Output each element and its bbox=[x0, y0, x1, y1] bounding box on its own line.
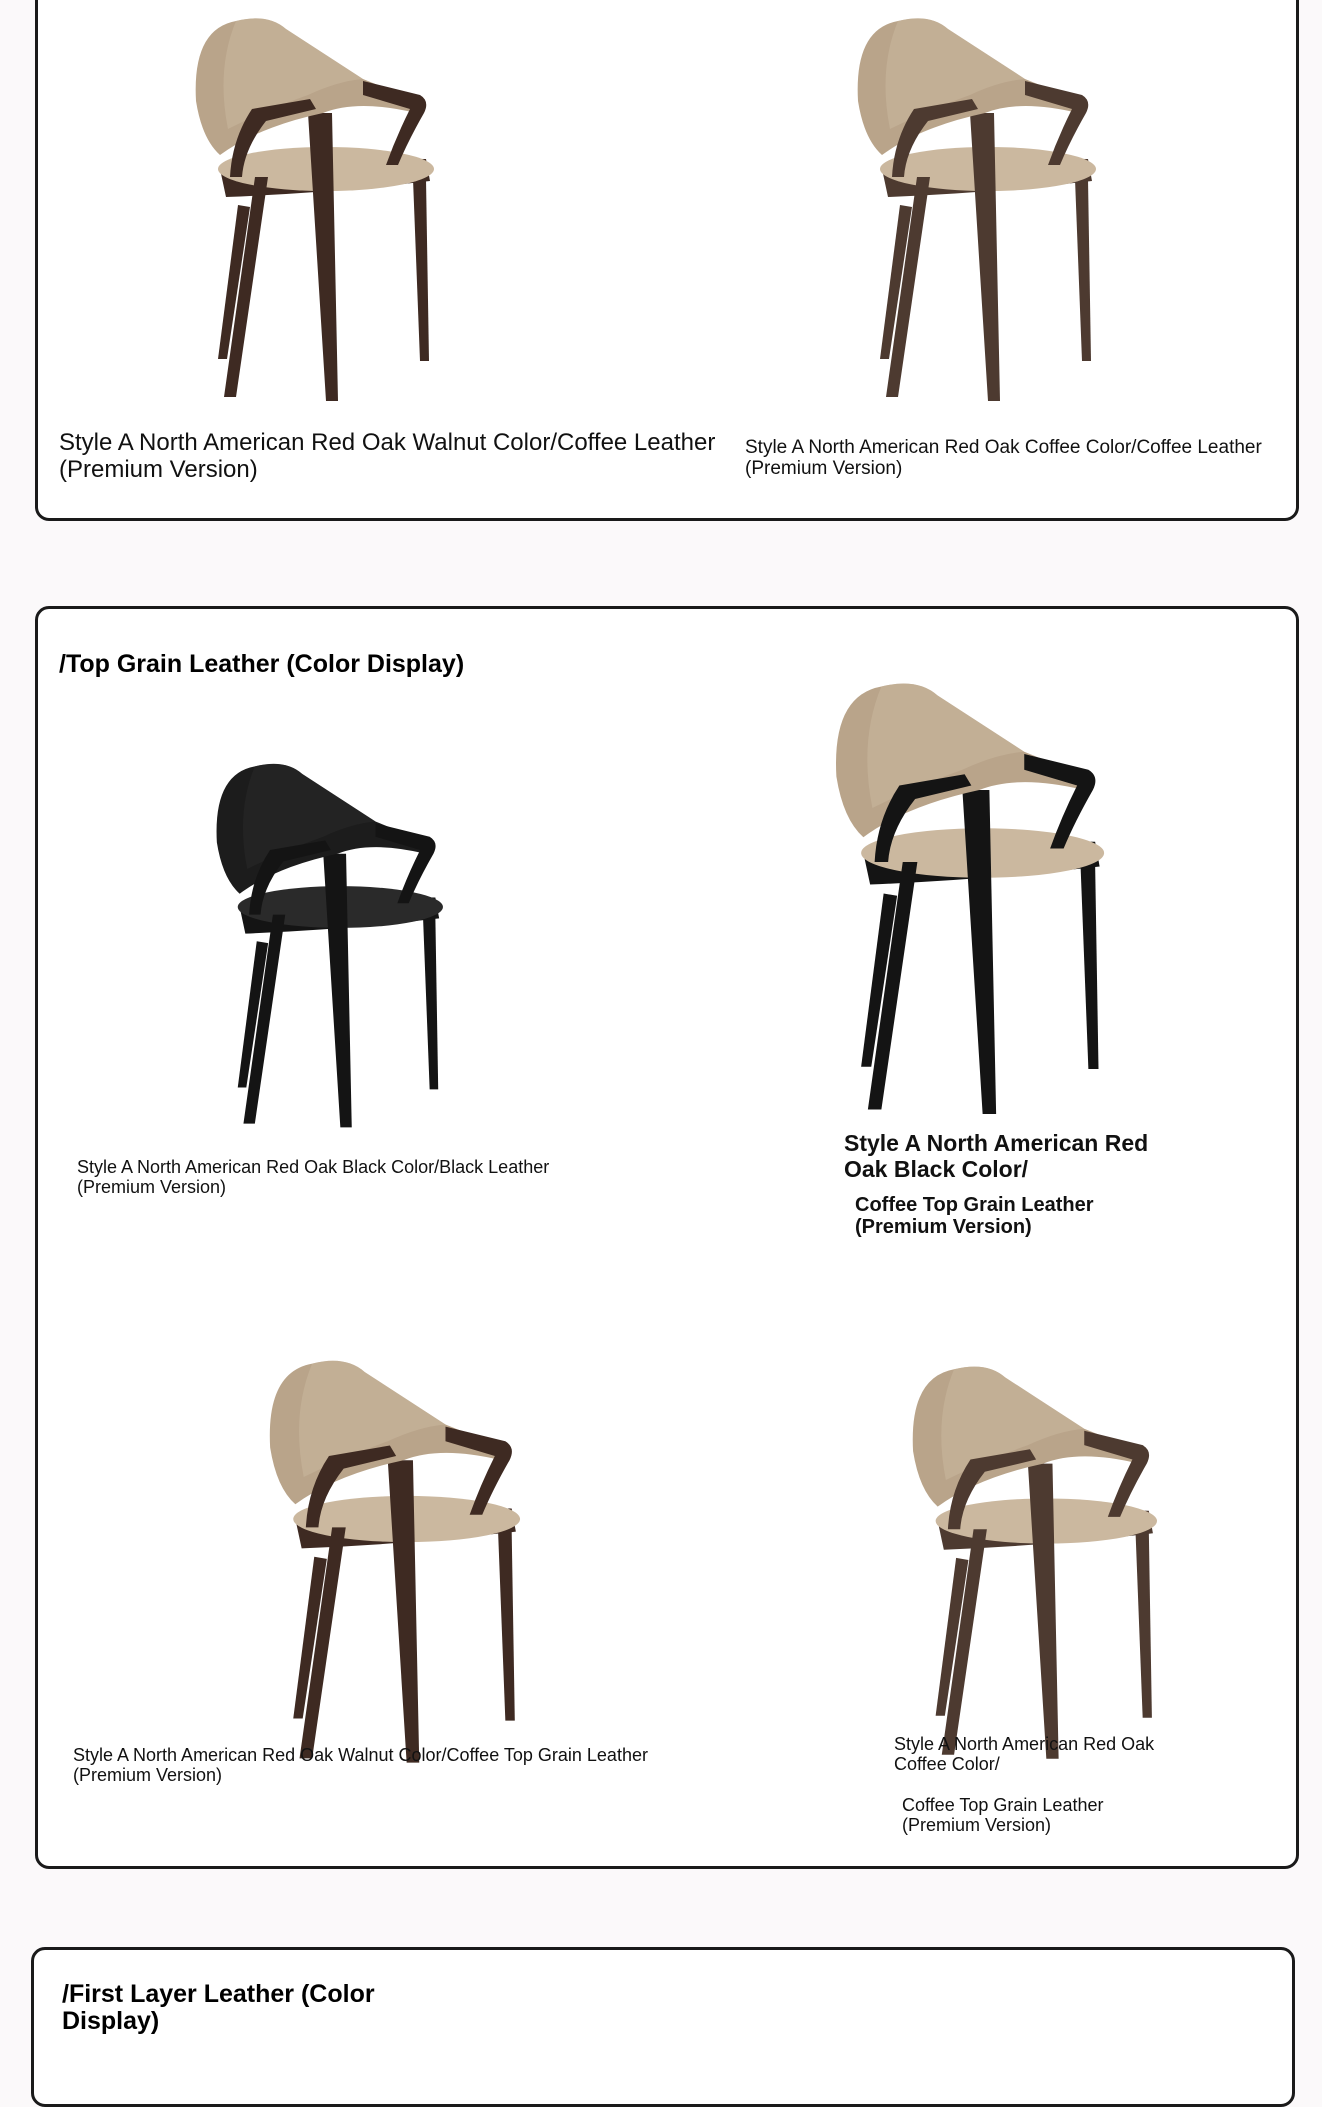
section-title-first-layer: /First Layer Leather (Color Display) bbox=[62, 1980, 375, 2035]
section-title-top-grain: /Top Grain Leather (Color Display) bbox=[59, 650, 465, 678]
caption-coffee-coffee-leather: Style A North American Red Oak Coffee Color/Coffee Leather (Premium Version) bbox=[745, 437, 1262, 480]
chair-coffee-coffee-topgrain-image bbox=[868, 1357, 1198, 1767]
chair-black-coffee-image bbox=[788, 673, 1148, 1123]
caption-walnut-coffee-leather: Style A North American Red Oak Walnut Color/Coffee Leather (Premium Version) bbox=[59, 429, 716, 483]
caption-walnut-coffee-topgrain: Style A North American Red Oak Walnut Color/Coffee Top Grain Leather (Premium Version) bbox=[73, 1745, 648, 1786]
chair-walnut-coffee-image bbox=[158, 9, 468, 409]
product-panel-style-a bbox=[35, 0, 1299, 521]
caption-coffee-coffee-line1: Style A North American Red Oak Coffee Color/ bbox=[894, 1734, 1155, 1775]
caption-black-black-leather: Style A North American Red Oak Black Color/Black Leather (Premium Version) bbox=[77, 1157, 550, 1198]
top-grain-leather-panel bbox=[35, 606, 1299, 1869]
first-layer-leather-panel bbox=[31, 1947, 1295, 2107]
chair-walnut-coffee-topgrain-image bbox=[223, 1351, 563, 1771]
chair-black-black-image bbox=[173, 755, 483, 1135]
caption-coffee-coffee-line2: Coffee Top Grain Leather (Premium Version) bbox=[902, 1795, 1104, 1836]
caption-black-coffee-line2: Coffee Top Grain Leather (Premium Version) bbox=[855, 1194, 1094, 1239]
caption-black-coffee-line1: Style A North American Red Oak Black Color/ bbox=[844, 1130, 1149, 1182]
chair-coffee-coffee-image bbox=[820, 9, 1130, 409]
